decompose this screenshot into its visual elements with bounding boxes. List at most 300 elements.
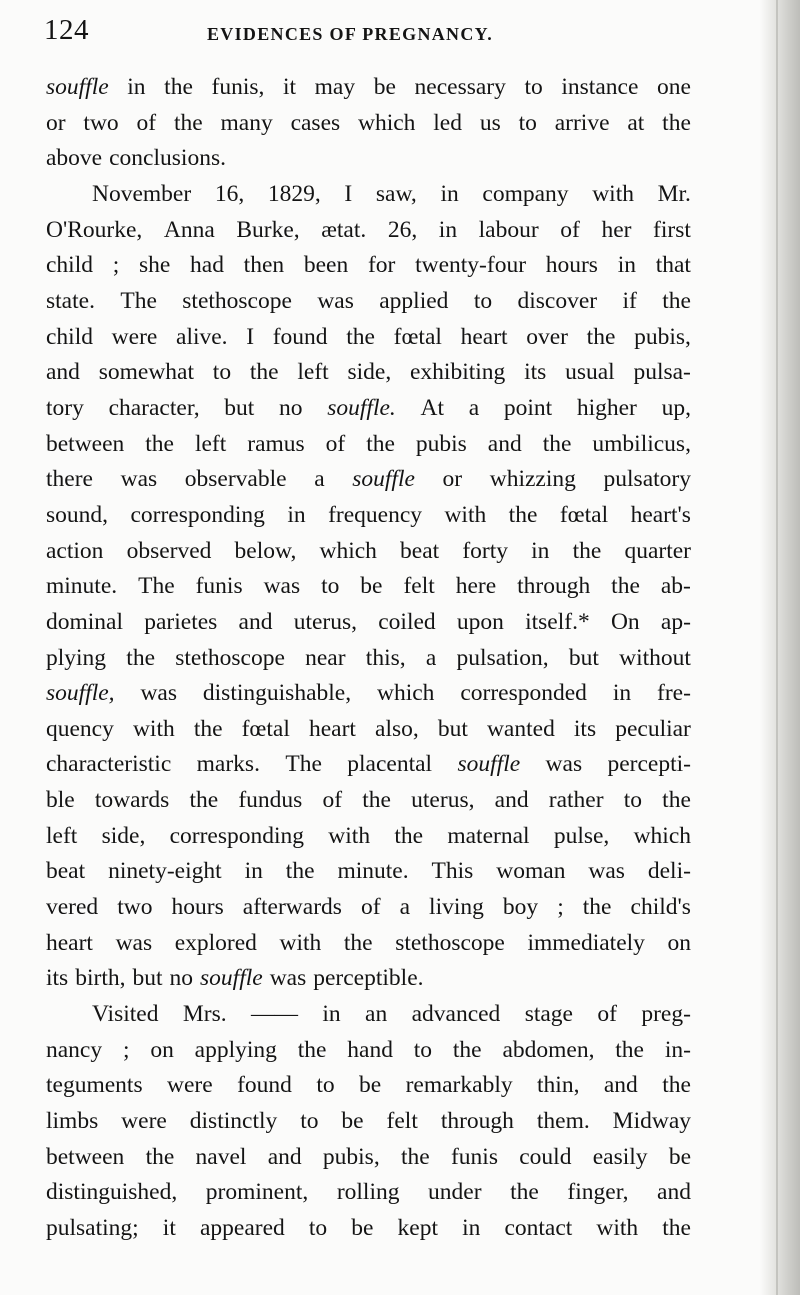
- text-line: [46, 747, 691, 783]
- word: heart's: [630, 501, 691, 528]
- word: of: [560, 216, 580, 243]
- word: led: [433, 109, 462, 136]
- word: many: [220, 109, 273, 136]
- word: finger,: [567, 1179, 629, 1206]
- word: the: [173, 109, 203, 136]
- word: pulsa-: [633, 359, 691, 386]
- word: be: [373, 74, 396, 100]
- word: and: [267, 1143, 302, 1170]
- word: was: [263, 573, 301, 600]
- running-head: EVIDENCES OF PREGNANCY.: [207, 24, 494, 44]
- word: found: [272, 323, 328, 350]
- word: Anna: [163, 216, 215, 243]
- word: navel: [195, 1143, 247, 1170]
- word: sound,: [46, 501, 109, 528]
- word: coiled: [378, 608, 436, 635]
- word: ;: [557, 894, 564, 921]
- word: November: [92, 180, 192, 207]
- word: fœtal: [559, 501, 609, 528]
- word: but: [568, 644, 599, 671]
- word: which: [319, 537, 377, 564]
- word: at: [627, 109, 645, 136]
- text-line: [46, 213, 691, 249]
- text-line: [46, 320, 691, 356]
- word: higher: [576, 394, 637, 421]
- word: the: [586, 323, 616, 350]
- text-line: [46, 462, 691, 498]
- word: fundus: [238, 787, 303, 814]
- word: which: [633, 822, 691, 849]
- word: it: [162, 1215, 176, 1241]
- word: to: [518, 109, 537, 136]
- word: above: [46, 145, 103, 172]
- word: pubis,: [634, 323, 691, 350]
- page-number: 124: [44, 14, 89, 46]
- word: plying: [46, 644, 107, 671]
- word: quency: [46, 715, 114, 742]
- word: below,: [234, 537, 297, 564]
- word: an: [365, 1001, 388, 1028]
- word: fœtal: [393, 323, 442, 350]
- word: and: [657, 1179, 691, 1206]
- word: of: [322, 787, 343, 814]
- word: between: [46, 430, 125, 457]
- word: the: [249, 359, 279, 386]
- word: beat: [46, 858, 86, 885]
- word: in: [440, 180, 459, 207]
- word: applying: [194, 1036, 277, 1063]
- word: frequency: [328, 501, 423, 528]
- word: no: [169, 965, 194, 992]
- word: felt: [403, 573, 435, 600]
- word: 26,: [387, 216, 418, 243]
- word: here: [455, 573, 497, 600]
- word: beat: [400, 537, 440, 564]
- word: hand: [347, 1036, 393, 1063]
- italic-word: souffle: [457, 751, 521, 778]
- word: funis,: [211, 74, 265, 100]
- word: conclusions.: [109, 145, 226, 172]
- word: marks.: [196, 751, 260, 778]
- word: two: [117, 894, 153, 921]
- word: the: [126, 644, 156, 671]
- word: with: [444, 501, 487, 528]
- word: without: [619, 644, 691, 671]
- word: 16,: [214, 180, 245, 207]
- word: there: [46, 466, 93, 493]
- word: them.: [536, 1108, 590, 1135]
- word: Mr.: [657, 180, 691, 207]
- word: in: [531, 537, 550, 564]
- word: to: [308, 1215, 328, 1241]
- text-line: [46, 854, 691, 890]
- word: was: [115, 929, 153, 956]
- word: its: [46, 965, 69, 992]
- text-line: [46, 1211, 691, 1247]
- word: may: [314, 74, 356, 100]
- word: the: [346, 323, 375, 350]
- word: company: [482, 180, 569, 207]
- word: be: [341, 1108, 364, 1135]
- word: of: [597, 1001, 617, 1028]
- word: its: [573, 715, 597, 742]
- word: state.: [46, 287, 95, 314]
- word: fre-: [657, 680, 691, 707]
- word: twenty-four: [415, 252, 527, 279]
- word: with: [132, 715, 175, 742]
- word: in: [462, 1215, 481, 1241]
- word: corresponding: [169, 822, 305, 849]
- word: was: [545, 751, 583, 778]
- word: peculiar: [615, 715, 691, 742]
- text-line: [46, 1033, 691, 1069]
- word: had: [190, 252, 224, 279]
- word: us: [479, 109, 501, 136]
- word: pulsatory: [603, 466, 691, 493]
- word: Burke,: [236, 216, 300, 243]
- word: the: [362, 787, 391, 814]
- word: minute.: [337, 858, 409, 885]
- word: rolling: [336, 1179, 400, 1206]
- word: observed: [126, 537, 212, 564]
- word: but: [132, 965, 163, 992]
- word: pulse,: [553, 822, 610, 849]
- word: maternal: [447, 822, 530, 849]
- word: abdomen,: [502, 1036, 595, 1063]
- word: in: [617, 252, 636, 279]
- word: kept: [397, 1215, 438, 1241]
- word: in-: [664, 1036, 691, 1063]
- word: pulsation,: [456, 644, 549, 671]
- page-gutter-shadow: [760, 0, 800, 1295]
- word: dominal: [46, 608, 124, 635]
- word: boy: [502, 894, 539, 921]
- word: on: [150, 1036, 174, 1063]
- word: the: [662, 287, 691, 314]
- word: arrive: [554, 109, 610, 136]
- text-line: [46, 676, 691, 712]
- word: the: [285, 858, 315, 885]
- word: prominent,: [205, 1179, 309, 1206]
- word: woman: [496, 858, 566, 885]
- word: upon: [456, 608, 504, 635]
- word: The: [138, 573, 175, 600]
- word: funis: [195, 573, 243, 600]
- word: no: [279, 394, 303, 421]
- text-line: [46, 890, 691, 926]
- word: the: [297, 1036, 327, 1063]
- word: distinctly: [189, 1108, 278, 1135]
- word: the: [145, 430, 174, 457]
- word: On: [610, 608, 640, 635]
- word: whizzing: [489, 466, 576, 493]
- text-line: [46, 70, 691, 106]
- word: its: [524, 359, 547, 386]
- word: a: [314, 466, 325, 493]
- word: discover: [517, 287, 598, 314]
- word: heart: [46, 929, 93, 956]
- word: to: [316, 1072, 335, 1099]
- word: to: [212, 359, 232, 386]
- word: up,: [661, 394, 691, 421]
- word: remarkably: [405, 1072, 513, 1099]
- word: the: [343, 929, 373, 956]
- word: was: [120, 466, 158, 493]
- word: characteristic: [46, 751, 172, 778]
- word: somewhat: [98, 359, 195, 386]
- word: child: [46, 323, 93, 350]
- word: preg-: [641, 1001, 691, 1028]
- word: the: [510, 1179, 539, 1206]
- word: be: [360, 573, 383, 600]
- word: pulsating;: [46, 1215, 139, 1241]
- word: two: [83, 109, 119, 136]
- word: placental: [347, 751, 433, 778]
- word: was: [269, 965, 307, 992]
- word: immediately: [527, 929, 645, 956]
- word: afterwards: [242, 894, 342, 921]
- word: the: [366, 430, 395, 457]
- text-line: [46, 569, 691, 605]
- word: the: [394, 822, 424, 849]
- word: heart: [308, 715, 356, 742]
- word: ab-: [660, 573, 691, 600]
- page-header: [44, 14, 744, 58]
- italic-word: souffle: [352, 466, 415, 493]
- word: applied: [379, 287, 449, 314]
- word: ble: [46, 787, 75, 814]
- word: in: [438, 216, 458, 243]
- word: fœtal: [241, 715, 290, 742]
- text-line: [46, 248, 691, 284]
- word: Midway: [612, 1108, 691, 1135]
- word: with: [328, 822, 371, 849]
- word: in: [287, 501, 306, 528]
- word: I: [344, 180, 353, 207]
- word: was: [317, 287, 354, 314]
- word: the: [662, 1215, 691, 1241]
- text-line: [46, 355, 691, 391]
- italic-word: souffle: [200, 965, 263, 992]
- word: left: [297, 359, 329, 386]
- word: for: [367, 252, 396, 279]
- word: observable: [184, 466, 287, 493]
- word: to: [473, 287, 493, 314]
- word: advanced: [411, 1001, 501, 1028]
- word: with: [596, 1215, 639, 1241]
- word: of: [325, 430, 346, 457]
- word: the: [164, 74, 193, 100]
- word: distinguished,: [46, 1179, 178, 1206]
- word: ap-: [660, 608, 691, 635]
- word: the: [662, 1072, 691, 1099]
- text-line: [46, 712, 691, 748]
- text-line: [46, 926, 691, 962]
- word: to: [524, 74, 543, 100]
- word: Mrs.: [182, 1001, 227, 1028]
- word: through: [517, 573, 591, 600]
- word: O'Rourke,: [46, 216, 143, 243]
- text-line: [46, 961, 691, 997]
- word: found: [237, 1072, 292, 1099]
- word: ——: [250, 1001, 298, 1028]
- word: through: [440, 1108, 514, 1135]
- word: left: [46, 822, 78, 849]
- word: which: [358, 109, 416, 136]
- word: uterus,: [411, 787, 475, 814]
- word: forty: [462, 537, 509, 564]
- word: pubis,: [322, 1143, 380, 1170]
- word: it: [282, 74, 297, 100]
- word: parietes: [144, 608, 218, 635]
- word: but: [437, 715, 468, 742]
- word: of: [360, 894, 381, 921]
- word: to: [321, 573, 340, 600]
- page-edge-line: [776, 0, 778, 1295]
- word: quarter: [624, 537, 691, 564]
- word: pubis: [415, 430, 467, 457]
- text-line: [46, 819, 691, 855]
- word: umbilicus,: [592, 430, 691, 457]
- word: uterus,: [293, 608, 358, 635]
- word: were: [121, 1108, 167, 1135]
- word: distinguishable,: [202, 680, 352, 707]
- word: hours: [545, 252, 598, 279]
- word: on: [667, 929, 691, 956]
- word: stethoscope: [175, 644, 285, 671]
- word: and: [603, 1072, 638, 1099]
- word: been: [303, 252, 349, 279]
- word: could: [519, 1143, 572, 1170]
- word: towards: [94, 787, 170, 814]
- body-text: [46, 70, 691, 1247]
- word: minute.: [46, 573, 118, 600]
- word: stethoscope: [182, 287, 292, 314]
- word: the: [189, 787, 219, 814]
- word: in: [322, 1001, 341, 1028]
- word: stage: [524, 1001, 573, 1028]
- word: be: [351, 1215, 374, 1241]
- word: child's: [630, 894, 691, 921]
- word: thin,: [537, 1072, 580, 1099]
- word: rather: [548, 787, 604, 814]
- text-line: [46, 177, 691, 213]
- text-line: [46, 1068, 691, 1104]
- word: one: [656, 74, 691, 100]
- word: At: [420, 394, 444, 421]
- word: explored: [174, 929, 257, 956]
- word: deli-: [647, 858, 691, 885]
- word: was: [140, 680, 177, 707]
- word: were: [111, 323, 158, 350]
- word: exhibiting: [409, 359, 506, 386]
- word: first: [653, 216, 691, 243]
- text-line: [46, 997, 691, 1033]
- word: and: [487, 430, 522, 457]
- text-line: [46, 498, 691, 534]
- word: perceptible.: [313, 965, 424, 992]
- word: child: [46, 252, 93, 279]
- word: the: [452, 1036, 482, 1063]
- text-line: [46, 427, 691, 463]
- word: in: [244, 858, 263, 885]
- word: the: [400, 1143, 430, 1170]
- word: 1829,: [267, 180, 321, 207]
- word: of: [136, 109, 157, 136]
- word: vered: [46, 894, 99, 921]
- word: This: [431, 858, 474, 885]
- text-line: [46, 1104, 691, 1140]
- text-line: [46, 284, 691, 320]
- word: also,: [375, 715, 419, 742]
- word: heart: [460, 323, 508, 350]
- text-line: [46, 1175, 691, 1211]
- word: that: [655, 252, 691, 279]
- word: the: [542, 430, 572, 457]
- word: wanted: [486, 715, 555, 742]
- word: with: [592, 180, 634, 207]
- word: point: [503, 394, 553, 421]
- word: between: [46, 1143, 125, 1170]
- word: character,: [108, 394, 200, 421]
- word: then: [243, 252, 285, 279]
- word: the: [572, 537, 602, 564]
- word: limbs: [46, 1108, 99, 1135]
- word: in: [612, 680, 632, 707]
- word: The: [285, 751, 322, 778]
- italic-word: souffle,: [46, 680, 115, 707]
- word: easily: [592, 1143, 648, 1170]
- word: and: [46, 359, 80, 386]
- word: side,: [347, 359, 392, 386]
- word: a: [468, 394, 480, 421]
- text-line: [46, 106, 691, 142]
- word: itself.*: [525, 608, 590, 635]
- word: appeared: [199, 1215, 285, 1241]
- italic-word: souffle: [46, 74, 109, 100]
- word: saw,: [375, 180, 417, 207]
- word: or: [46, 109, 66, 136]
- word: the: [508, 501, 538, 528]
- word: the: [611, 573, 640, 600]
- word: ætat.: [321, 216, 367, 243]
- word: a: [399, 894, 411, 921]
- word: ramus: [247, 430, 305, 457]
- word: over: [526, 323, 568, 350]
- word: a: [425, 644, 437, 671]
- word: cases: [290, 109, 341, 136]
- word: alive.: [176, 323, 228, 350]
- word: tory: [46, 394, 84, 421]
- word: but: [224, 394, 255, 421]
- text-line: [46, 641, 691, 677]
- word: the: [582, 894, 612, 921]
- text-line: [46, 1140, 691, 1176]
- word: left: [194, 430, 227, 457]
- word: stethoscope: [395, 929, 505, 956]
- word: hours: [171, 894, 224, 921]
- word: ninety-eight: [108, 858, 222, 885]
- word: I: [246, 323, 255, 350]
- word: with: [279, 929, 322, 956]
- word: were: [167, 1072, 213, 1099]
- word: was: [588, 858, 625, 885]
- word: corresponded: [460, 680, 587, 707]
- word: this,: [365, 644, 406, 671]
- word: usual: [565, 359, 615, 386]
- word: the: [662, 109, 691, 136]
- word: birth,: [75, 965, 126, 992]
